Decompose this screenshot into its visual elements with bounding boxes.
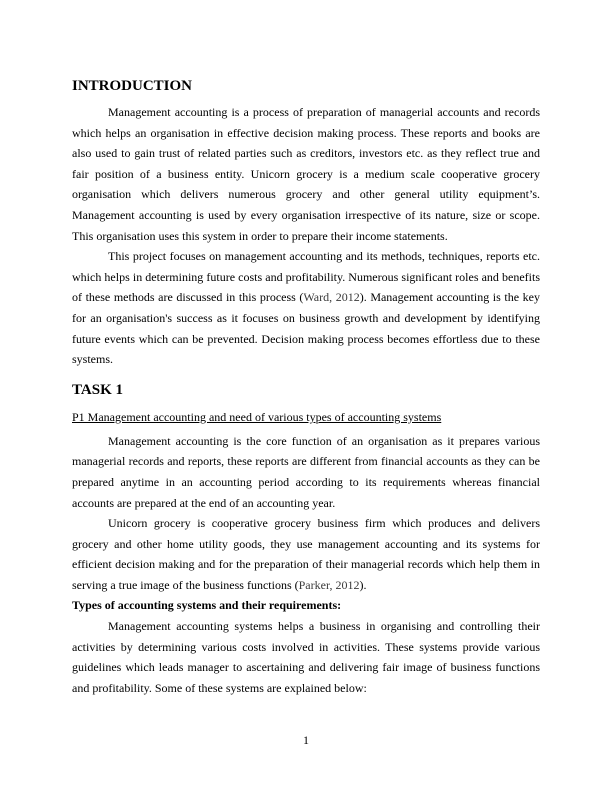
- intro-p2-text-a: This project focuses on management accounting and its methods, techniques, reports etc. which helps in determining future costs and profitability. Numerous significant roles and benefits of these methods are discussed in this process (: [72, 249, 540, 305]
- types-heading: Types of accounting systems and their requirements:: [72, 598, 342, 613]
- task1-p2-text-b: ).: [359, 577, 367, 592]
- task1-paragraph-3: Management accounting systems helps a business in organising and controlling their activities by determining various costs involved in activities. These systems provide various guidelines which leads manager to ascertaining and delivering fair image of business functions and profitability. Some of these systems are explained below:: [72, 619, 540, 695]
- document-page: [72, 72, 540, 698]
- task1-p2-text-a: Unicorn grocery is cooperative grocery business firm which produces and delivers grocery and other home utility goods, they use management accounting and its systems for efficient decision making and for the preparation of their managerial records which help them in serving a true image of the business functions (: [72, 516, 540, 592]
- intro-p2-text-b: ). Management accounting is the key for an organisation's success as it focuses on business growth and development by identifying future events which can be prevented. Decision making process becomes effortless due to these systems.: [72, 290, 540, 367]
- introduction-heading: INTRODUCTION: [72, 78, 193, 94]
- intro-paragraph-2: [72, 246, 540, 370]
- task1-paragraph-2: [72, 513, 540, 595]
- p1-subheading: P1 Management accounting and need of various types of accounting systems: [72, 409, 442, 424]
- page-number: 1: [303, 733, 309, 747]
- intro-paragraph-1: Management accounting is a process of preparation of managerial accounts and records which helps an organisation in effective decision making process. These reports and books are also used to gain trust of related parties such as creditors, investors etc. as they reflect true and fair position of a business entity. Unicorn grocery is a medium scale cooperative grocery organisation which delivers numerous grocery and other general utility equipment’s. Management accounting is used by every organisation irrespective of its nature, size or scope. This organisation uses this system in order to prepare their income statements.: [72, 105, 540, 243]
- citation-ward: Ward, 2012: [303, 290, 360, 305]
- task1-heading: TASK 1: [72, 381, 123, 398]
- task1-paragraph-1: Management accounting is the core function of an organisation as it prepares various managerial records and reports, these reports are different from financial accounts as they can be prepared anytime in an accounting period according to its requirements whereas financial accounts are prepared at the end of an accounting year.: [72, 433, 540, 510]
- citation-parker: Parker, 2012: [298, 577, 360, 592]
